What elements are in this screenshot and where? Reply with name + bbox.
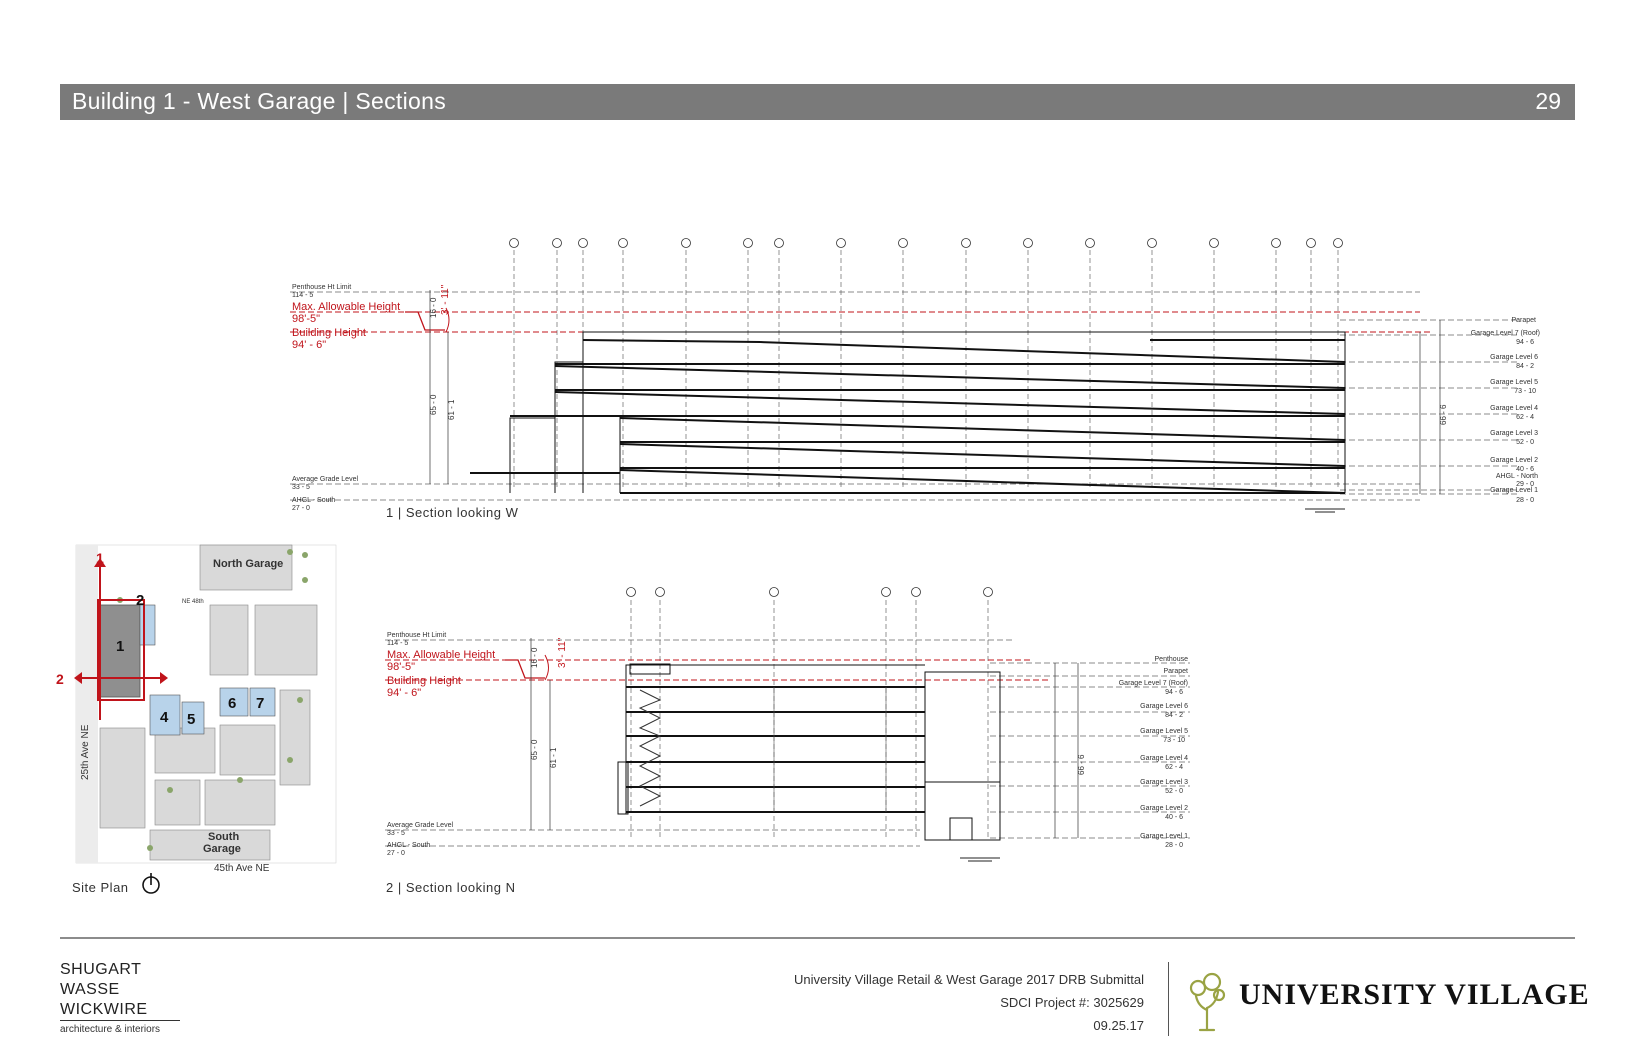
section-2-dim-16: 16 - 0 <box>530 647 539 668</box>
level-value: 62 - 4 <box>1516 414 1534 421</box>
level-label: Garage Level 2 <box>1140 805 1188 812</box>
site-marker-2: 2 <box>56 671 64 687</box>
project-info <box>794 968 1144 1037</box>
level-label: Garage Level 6 <box>1140 703 1188 710</box>
section-2-dim-3-11: 3' - 11" <box>557 637 568 668</box>
north-arrow-icon <box>143 873 159 893</box>
level-value: 29 - 0 <box>1516 481 1534 488</box>
level-label: Parapet <box>1163 668 1188 675</box>
section-2-dim-61: 61 - 1 <box>549 747 558 768</box>
level-label: Garage Level 5 <box>1490 379 1538 386</box>
section-1-caption: 1 | Section looking W <box>386 505 519 520</box>
section-1-ahgl-value: 27 - 0 <box>292 505 310 512</box>
level-value: 52 - 0 <box>1165 788 1183 795</box>
section-1-scale-bar <box>1305 509 1345 512</box>
section-1-building-height-value: 94' - 6" <box>292 339 327 351</box>
section-1-penthouse-value: 114 - 5 <box>292 292 314 299</box>
level-label: Parapet <box>1511 317 1536 324</box>
level-value: 73 - 10 <box>1163 737 1185 744</box>
project-number: SDCI Project #: 3025629 <box>1000 995 1144 1010</box>
site-label-7: 7 <box>256 695 265 712</box>
section-1-level-labels <box>1471 317 1540 504</box>
section-2-level-labels <box>1119 656 1188 849</box>
site-plan <box>56 545 336 893</box>
site-south-garage-2: Garage <box>203 843 241 855</box>
site-building-2 <box>140 605 155 645</box>
firm-rule <box>60 1020 180 1021</box>
section-2-drawing <box>385 588 1190 862</box>
level-label: Garage Level 2 <box>1490 457 1538 464</box>
section-2-building-height-value: 94' - 6" <box>387 687 422 699</box>
page-number: 29 <box>1535 88 1561 114</box>
section-2-avg-grade-label: Average Grade Level <box>387 822 454 829</box>
level-label: Garage Level 1 <box>1490 487 1538 494</box>
section-2-caption: 2 | Section looking N <box>386 880 516 895</box>
section-2-max-height-label: Max. Allowable Height <box>387 649 496 661</box>
project-title: University Village Retail & West Garage 2017 DRB Submittal <box>794 972 1144 987</box>
level-label: Garage Level 4 <box>1140 755 1188 762</box>
section-2-dim-66: 66 - 6 <box>1077 754 1086 775</box>
level-label: Garage Level 3 <box>1140 779 1188 786</box>
site-label-6: 6 <box>228 695 237 712</box>
level-label: Garage Level 7 (Roof) <box>1470 330 1540 337</box>
site-south-garage-1: South <box>208 831 240 843</box>
page-title: Building 1 - West Garage | Sections <box>72 88 447 114</box>
project-date: 09.25.17 <box>1093 1018 1144 1033</box>
firm-line: WICKWIRE <box>60 1001 148 1018</box>
level-label: Penthouse <box>1154 656 1188 663</box>
firm-name <box>60 960 148 1020</box>
level-value: 84 - 2 <box>1516 363 1534 370</box>
level-label: Garage Level 6 <box>1490 354 1538 361</box>
level-value: 40 - 6 <box>1165 814 1183 821</box>
level-value: 28 - 0 <box>1165 842 1183 849</box>
level-label: Garage Level 4 <box>1490 405 1538 412</box>
site-label-5: 5 <box>187 711 196 728</box>
site-marker-1: 1 <box>96 550 104 566</box>
section-2-avg-grade-value: 33 - 5 <box>387 830 405 837</box>
section-2-building <box>618 664 1000 840</box>
section-1-dim-16: 16 - 0 <box>429 297 438 318</box>
section-1-building-height-label: Building Height <box>292 327 366 339</box>
level-value: 40 - 6 <box>1516 466 1534 473</box>
section-1-dim-66: 66 - 6 <box>1439 404 1448 425</box>
section-2-max-height-value: 98'-5" <box>387 661 416 673</box>
section-2-penthouse-value: 114 - 5 <box>387 640 409 647</box>
site-north-garage: North Garage <box>213 558 284 570</box>
section-2-scale-bar <box>960 858 1000 861</box>
level-value: 73 - 10 <box>1514 388 1536 395</box>
section-1-dim-61: 61 - 1 <box>447 399 456 420</box>
tree-logo-icon <box>1186 970 1228 1034</box>
level-label: Garage Level 7 (Roof) <box>1118 680 1188 687</box>
brand-logotype: UNIVERSITY VILLAGE <box>1239 978 1590 1011</box>
section-2-ahgl-label: AHGL - South <box>387 842 431 849</box>
section-1-penthouse-label: Penthouse Ht Limit <box>292 284 352 291</box>
section-1-avg-grade-label: Average Grade Level <box>292 476 359 483</box>
site-plan-caption: Site Plan <box>72 880 129 895</box>
site-label-4: 4 <box>160 709 169 726</box>
site-street-south: 45th Ave NE <box>214 863 270 874</box>
level-value: 94 - 6 <box>1165 689 1183 696</box>
level-label: Garage Level 5 <box>1140 728 1188 735</box>
footer-divider <box>1168 962 1169 1036</box>
site-label-2: 2 <box>136 592 145 609</box>
level-value: 52 - 0 <box>1516 439 1534 446</box>
level-value: 94 - 6 <box>1516 339 1534 346</box>
level-label: Garage Level 3 <box>1490 430 1538 437</box>
section-1-max-height-label: Max. Allowable Height <box>292 301 401 313</box>
level-label: Garage Level 1 <box>1140 833 1188 840</box>
level-label: AHGL - North <box>1495 473 1538 480</box>
section-1-max-height-value: 98'-5" <box>292 313 321 325</box>
footer-rule <box>60 937 1575 939</box>
firm-subtitle: architecture & interiors <box>60 1024 161 1035</box>
section-2-gridlines <box>631 600 988 840</box>
firm-line: SHUGART <box>60 961 142 978</box>
firm-line: WASSE <box>60 981 120 998</box>
section-2-dim-65: 65 - 0 <box>530 739 539 760</box>
section-1-dim-65: 65 - 0 <box>429 394 438 415</box>
section-2-penthouse-label: Penthouse Ht Limit <box>387 632 447 639</box>
section-1-avg-grade-value: 33 - 5 <box>292 484 310 491</box>
section-1-drawing <box>290 239 1540 513</box>
level-value: 62 - 4 <box>1165 764 1183 771</box>
site-street-west: 25th Ave NE <box>80 724 91 780</box>
section-1-ahgl-label: AHGL - South <box>292 497 336 504</box>
section-1-dim-3-11: 3' - 11" <box>440 284 451 315</box>
site-street-ne: NE 48th <box>182 599 204 605</box>
level-value: 28 - 0 <box>1516 497 1534 504</box>
section-2-building-height-label: Building Height <box>387 675 461 687</box>
section-2-ahgl-value: 27 - 0 <box>387 850 405 857</box>
level-value: 84 - 2 <box>1165 712 1183 719</box>
site-label-1: 1 <box>116 638 125 655</box>
